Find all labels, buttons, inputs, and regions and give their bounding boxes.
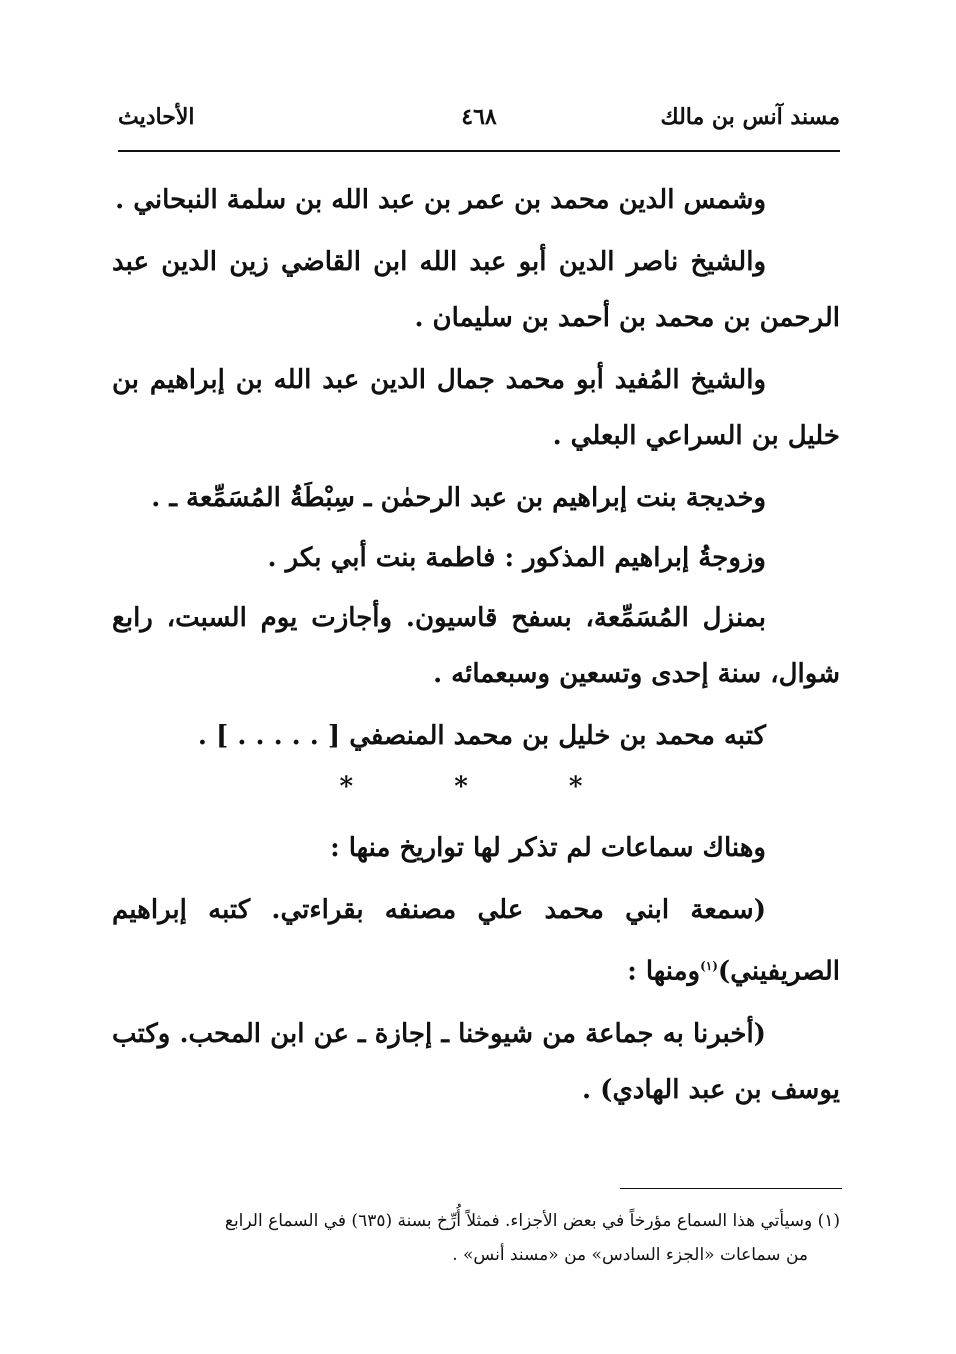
section-separator	[112, 772, 840, 802]
header-divider	[118, 150, 840, 152]
book-title: مسند آنس بن مالك	[660, 104, 840, 130]
paragraph-5: وزوجةُ إبراهيم المذكور : فاطمة بنت أبي بكر .	[267, 543, 766, 573]
footnote-line-2: من سماعات «الجزء السادس» من «مسند أنس» .	[452, 1245, 808, 1265]
paragraph-1: وشمس الدين محمد بن عمر بن عبد الله بن سلمة النبحاني .	[115, 185, 766, 215]
paragraph-8: وهناك سماعات لم تذكر لها تواريخ منها :	[330, 833, 766, 863]
page-number: ٤٦٨	[461, 104, 497, 130]
paragraph-7: كتبه محمد بن خليل بن محمد المنصفي [ . . . . . ] .	[197, 721, 766, 751]
running-header	[118, 104, 840, 144]
paragraph-2: والشيخ ناصر الدين أبو عبد الله ابن القاضي زين الدين عبد الرحمن بن محمد بن أحمد بن سليمان .	[112, 247, 840, 333]
paragraph-4: وخديجة بنت إبراهيم بن عبد الرحمٰن ـ سِبْطَةُ المُسَمِّعة ـ .	[151, 483, 766, 513]
main-text	[112, 172, 840, 1124]
footnote-divider	[620, 1188, 842, 1189]
separator-star: *	[454, 772, 498, 802]
paragraph-10: (أخبرنا به جماعة من شيوخنا ـ إجازة ـ عن ابن المحب. وكتب يوسف بن عبد الهادي) .	[112, 1018, 840, 1105]
footnote-marker: (١)	[700, 959, 718, 973]
paragraph-6: بمنزل المُسَمِّعة، بسفح قاسيون. وأجازت يوم السبت، رابع شوال، سنة إحدى وتسعين وسبعمائه .	[112, 603, 840, 689]
section-title: الأحاديث	[118, 104, 195, 130]
paragraph-3: والشيخ المُفيد أبو محمد جمال الدين عبد الله بن إبراهيم بن خليل بن السراعي البعلي .	[112, 365, 840, 451]
paragraph-9	[112, 882, 840, 1000]
paragraph-9-tail: ومنها :	[627, 956, 701, 987]
separator-star: *	[568, 772, 613, 802]
footnote-line-1: (١) وسيأتي هذا السماع مؤرخاً في بعض الأجزاء. فمثلاً أُرِّخ بسنة (٦٣٥) في السماع الرابع	[224, 1211, 840, 1231]
paragraph-9-text: (سمعة ابني محمد علي مصنفه بقراءتي. كتبه إبراهيم الصريفيني)	[112, 895, 840, 987]
separator-star: *	[339, 772, 384, 802]
footnote	[118, 1204, 840, 1272]
